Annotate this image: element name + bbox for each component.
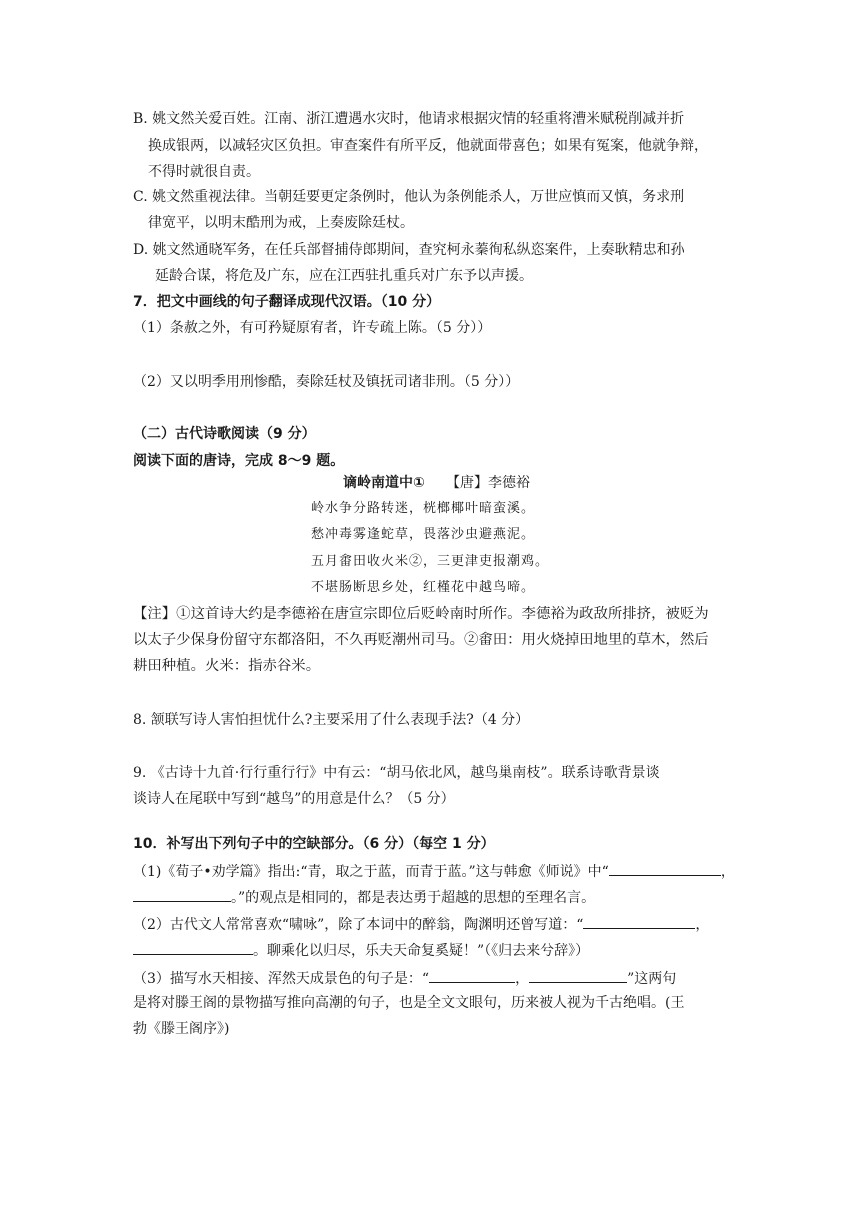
part-3-comma: ， [515,971,530,987]
part-1-comma: ， [720,864,735,880]
blank-5[interactable] [429,968,515,983]
question-7-sentence-1: （1）条赦之外，有可矜疑原宥者，许专疏上陈。（5 分）） [133,320,492,336]
question-10-part-1-line-1 [133,861,735,881]
poem-line-1: 岭水争分路转迷，桄榔椰叶暗蛮溪。 [311,501,536,516]
option-b-line-3: 不得时就很自责。 [148,164,260,180]
option-c-line-2: 律宽平，以明末酷刑为戒，上奏废除廷杖。 [148,215,414,231]
poem-line-3: 五月畬田收火米②，三更津吏报潮鸡。 [311,554,550,569]
question-10-part-3-line-1 [133,968,676,988]
question-9-line-1: 9. 《古诗十九首·行行重行行》中有云：“胡马依北风，越鸟巢南枝”。联系诗歌背景谈 [133,765,660,781]
part-1-suffix: 。”的观点是相同的，都是表达勇于超越的思想的至理名言。 [231,890,596,906]
option-c-line-1: C. 姚文然重视法律。当朝廷要更定条例时，他认为条例能杀人，万世应慎而又慎，务求刑 [133,189,685,205]
poem-title: 谪岭南道中① [343,475,425,491]
option-d-line-2: 延龄合谋，将危及广东，应在江西驻扎重兵对广东予以声援。 [155,268,533,284]
question-10-part-2-line-1 [133,914,709,934]
blank-1[interactable] [609,861,721,876]
blank-2[interactable] [133,887,231,902]
note-line-3: 耕田种植。火米：指赤谷米。 [133,658,321,674]
part-1-prefix: （1)《荀子•劝学篇》指出:“青，取之于蓝，而青于蓝。”这与韩愈《师说》中“ [133,864,609,880]
question-8: 8. 颔联写诗人害怕担忧什么?主要采用了什么表现手法?（4 分） [133,712,530,728]
poem-line-4: 不堪肠断思乡处，红槿花中越鸟啼。 [311,580,536,595]
section-2-title: （二）古代诗歌阅读（9 分） [133,426,316,442]
note-line-1: 【注】①这首诗大约是李德裕在唐宣宗即位后贬岭南时所作。李德裕为政敌所排挤，被贬为 [133,606,709,622]
part-3-prefix: （3）描写水天相接、浑然天成景色的句子是：“ [133,971,430,987]
question-10-title: 10．补写出下列句子中的空缺部分。（6 分）（每空 1 分） [133,836,495,852]
question-7-title: 7．把文中画线的句子翻译成现代汉语。（10 分） [133,294,441,310]
note-line-2: 以太子少保身份留守东都洛阳，不久再贬潮州司马。②畬田：用火烧掉田地里的草木，然后 [133,632,709,648]
part-2-comma: ， [695,917,710,933]
question-10-part-1-line-2 [133,887,595,907]
part-2-suffix: 。聊乘化以归尽，乐夫天命复奚疑！”（《归去来兮辞》） [253,943,590,959]
question-10-part-3-line-2: 是将对滕王阁的景物描写推向高潮的句子，也是全文文眼句，历来被人视为千古绝唱。(王 [133,995,685,1011]
option-b-line-1: B. 姚文然关爱百姓。江南、浙江遭遇水灾时，他请求根据灾情的轻重将漕米赋税削减并折 [133,111,685,127]
option-b-line-2: 换成银两，以减轻灾区负担。审查案件有所平反，他就面带喜色；如果有冤案，他就争辩， [148,138,708,154]
question-10-part-3-line-3: 勃《滕王阁序》) [133,1021,230,1037]
option-d-line-1: D. 姚文然通晓军务，在任兵部督捕侍郎期间，查究柯永蓁徇私纵恣案件，上奏耿精忠和孙 [133,242,685,258]
question-7-sentence-2: （2）又以明季用刑惨酷，奏除廷杖及镇抚司诸非刑。（5 分）） [133,374,520,390]
part-3-closing: ”这两句 [627,971,677,987]
blank-3[interactable] [583,914,695,929]
question-9-line-2: 谈诗人在尾联中写到“越鸟”的用意是什么？（5 分） [133,791,455,807]
poem-author: 【唐】李德裕 [446,475,530,491]
part-2-prefix: （2）古代文人常常喜欢“啸咏”，除了本词中的醉翁，陶渊明还曾写道：“ [133,917,584,933]
section-2-instruction: 阅读下面的唐诗，完成 8～9 题。 [133,453,345,469]
blank-6[interactable] [529,968,627,983]
question-10-part-2-line-2 [133,940,589,960]
blank-4[interactable] [133,940,253,955]
poem-line-2: 愁冲毒雾逢蛇草，畏落沙虫避燕泥。 [311,527,536,542]
